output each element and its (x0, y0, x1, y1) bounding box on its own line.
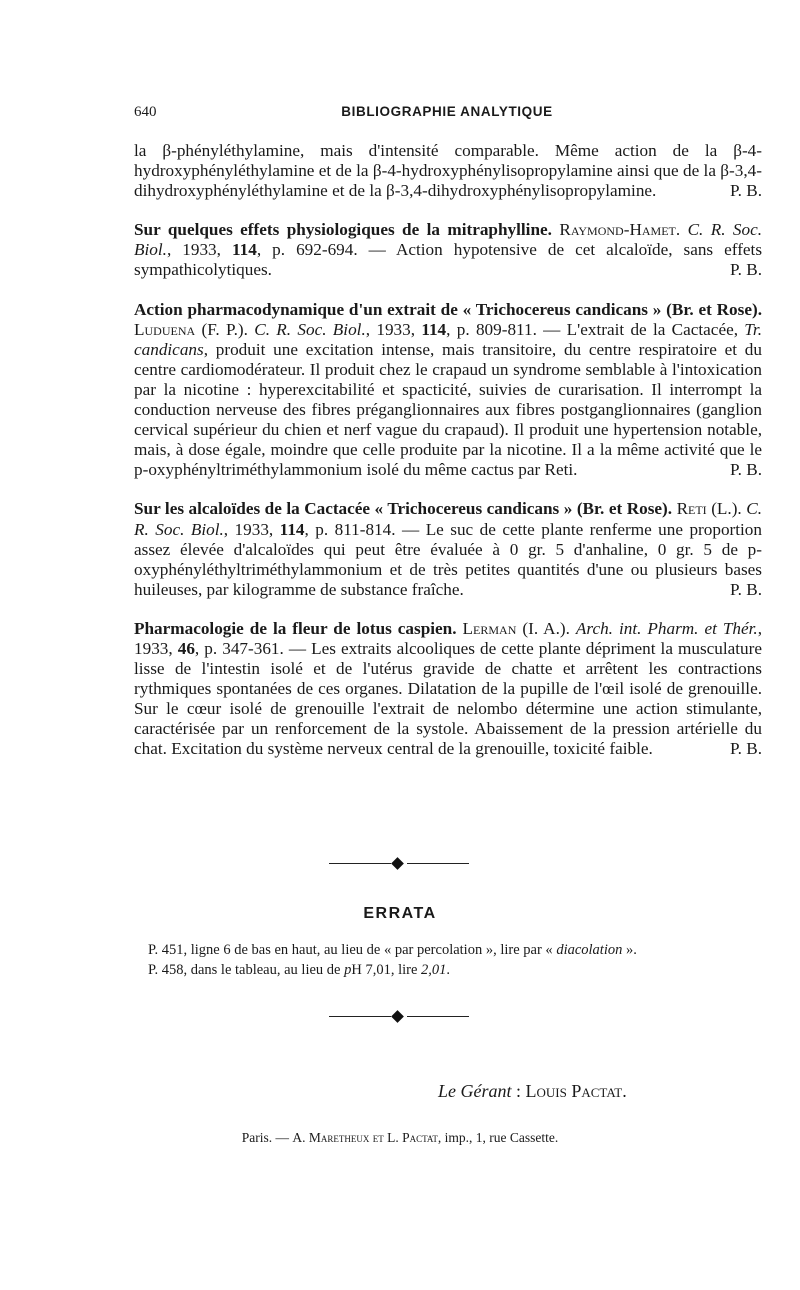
section-divider (329, 1011, 469, 1023)
bibliography-entry (134, 499, 762, 599)
errata-title: ERRATA (363, 905, 437, 922)
manager-signature: Le Gérant : Louis Pactat. (438, 1081, 627, 1101)
species-name: Tr. candicans (134, 319, 762, 359)
journal-name: C. R. Soc. Biol. (134, 220, 763, 260)
journal-volume: 46 (177, 638, 195, 658)
entry-abstract: la β-phényléthylamine, mais d'intensité comparable. Même action de la β-4-hydroxyphényléthylamine et de la β-4-hydroxyphénylisopropylamine ainsi que de la β-3,4-dihydroxyphényléthylamine et de la β-3,4-dihydroxyphénylisopropylamine. P. B. (134, 141, 762, 201)
page-header (134, 104, 760, 126)
running-head: BIBLIOGRAPHIE ANALYTIQUE (341, 104, 553, 119)
journal-volume: 114 (279, 519, 305, 539)
entry-title: Pharmacologie de la fleur de lotus caspien. (134, 618, 457, 638)
entry-abstract: Les extraits alcooliques de cette plante dépriment la musculature lisse de l'intestin isolé et de l'utérus gravide de chatte et arrêtent les contractions rythmiques spontanées de ces organes. Dilatation de la pupille de l'œil isolé de grenouille. Sur le cœur isolé de grenouille l'extrait de nelombo détermine une action stimulante, caractérisée par un renforcement de la systole. Abaissement de la pression artérielle du chat. Excitation du système nerveux central de la grenouille, toxicité faible. (134, 638, 763, 759)
entry-abstract: , produit une excitation intense, mais transitoire, du centre respiratoire et du centre cardiomodérateur. Il produit chez le crapaud un syndrome semblable à l'intoxication par la nicotine : hyperexcitabilité et spacticité, suivies de curarisation. Il interrompt la conduction nerveuse des fibres préganglionnaires aux fibres postganglionnaires (ganglion cervical supérieur du chien et nerf vague du crapaud). Il produit une hypertension notable, mais, à dose égale, moindre que celle produite par la nicotine. Il a la même activité que le p-oxyphényltriméthylammonium isolé du même cactus par Reti. (134, 339, 762, 480)
publication-year: , 1933, (223, 519, 280, 539)
signature-name: Louis Pactat. (525, 1081, 627, 1101)
reviewer-initials: P. B. (729, 579, 762, 599)
page-range: , p. 811-814. — (304, 519, 420, 539)
journal-name: Arch. int. Pharm. et Thér. (575, 618, 758, 638)
bibliography-entry (134, 300, 762, 481)
journal-name: C. R. Soc. Biol. (134, 499, 762, 539)
page-number: 640 (134, 104, 157, 120)
entry-author: Luduena (134, 319, 196, 339)
journal-volume: 114 (231, 240, 257, 260)
bibliography-entry (134, 220, 762, 280)
diamond-ornament-icon (391, 1010, 404, 1023)
bibliography-body (134, 141, 762, 760)
publication-year: , 1933, (166, 240, 232, 260)
entry-author: Reti (676, 499, 707, 519)
errata-item: P. 458, dans le tableau, au lieu de pH 7,01, lire 2,01. (148, 962, 451, 978)
publication-year: , 1933, (365, 319, 422, 339)
reviewer-initials: P. B. (729, 181, 762, 201)
page-range: , p. 692-694. — (256, 240, 386, 260)
diamond-ornament-icon (391, 857, 404, 870)
entry-title: Action pharmacodynamique d'un extrait de « Trichocereus candicans » (Br. et Rose). (134, 299, 762, 319)
author-initials: (L.). (711, 499, 742, 519)
journal-volume: 114 (421, 319, 447, 339)
errata-item: P. 451, ligne 6 de bas en haut, au lieu de « par percolation », lire par « diacolation ». (148, 942, 637, 958)
entry-abstract: Le suc de cette plante renferme une proportion assez élevée d'alcaloïdes qui peut être évaluée à 0 gr. 5 d'anhaline, 0 gr. 5 de p-oxyphényléthyltriméthylammonium et de très petites quantités d'une ou plusieurs bases huileuses, par kilogramme de substance fraîche. (134, 519, 762, 599)
section-divider (329, 858, 469, 870)
author-initials: (F. P.). (201, 319, 248, 339)
entry-author: Raymond-Hamet. (559, 220, 681, 240)
errata-list (148, 940, 768, 980)
entry-title: Sur les alcaloïdes de la Cactacée « Trichocereus candicans » (Br. et Rose). (134, 499, 673, 519)
entry-author: Lerman (462, 618, 517, 638)
page-range: , p. 809-811. — (446, 319, 561, 339)
entry-abstract-intro: L'extrait de la Cactacée, (566, 319, 738, 339)
reviewer-initials: P. B. (729, 739, 762, 759)
printer-imprint: Paris. — A. Maretheux et L. Pactat, imp., 1, rue Cassette. (241, 1130, 559, 1145)
journal-name: C. R. Soc. Biol. (254, 319, 366, 339)
author-initials: (I. A.). (522, 618, 570, 638)
entry-title: Sur quelques effets physiologiques de la mitraphylline. (134, 220, 552, 240)
page-range: , p. 347-361. — (194, 638, 307, 658)
bibliography-entry (134, 141, 762, 201)
signature-label: Le Gérant (438, 1081, 512, 1101)
publication-year: , 1933, (134, 618, 763, 658)
bibliography-entry (134, 619, 762, 760)
entry-abstract: Action hypotensive de cet alcaloïde, sans effets sympathicolytiques. (134, 240, 763, 280)
reviewer-initials: P. B. (729, 260, 762, 280)
reviewer-initials: P. B. (729, 460, 762, 480)
